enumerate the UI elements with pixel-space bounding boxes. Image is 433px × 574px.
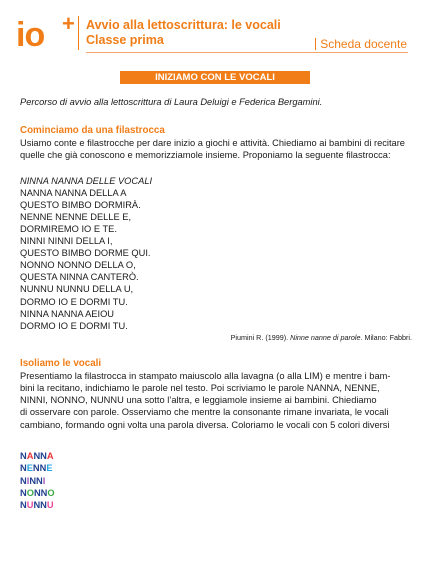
word-vowel: A: [46, 450, 54, 461]
word-consonant: NN: [33, 500, 47, 511]
header-divider: [78, 16, 79, 50]
intro-text: Percorso di avvio alla lettoscrittura di Laura Deluigi e Federica Bergamini.: [20, 97, 323, 107]
header-rule: [86, 52, 408, 53]
section-banner: INIZIAMO CON LE VOCALI: [120, 71, 310, 84]
citation-title: Ninne nanne di parole: [290, 332, 361, 342]
section-2-line: bini la recitano, indichiamo le parole nel testo. Poi scriviamo le parole NANNA, NENNE,: [20, 383, 380, 394]
section-2-line: NINNI, NONNO, NUNNU una sotto l’altra, e leggiamole insieme ai bambini. Chiediamo: [20, 395, 377, 406]
word-vowel: O: [47, 488, 55, 499]
poem-line: NONNO NONNO DELLA O,: [20, 260, 136, 271]
section-2-line: cambiano, formando ogni volta una parola diversa. Coloriamo le vocali con 5 colori diversi: [20, 419, 390, 430]
word-vowel: U: [46, 500, 54, 511]
word-consonant: N: [20, 450, 27, 461]
logo-plus-icon: +: [62, 11, 75, 36]
vowel-word-list: [20, 450, 412, 512]
word-vowel: O: [26, 488, 34, 499]
section-title-vocali: Isoliamo le vocali: [20, 357, 102, 369]
page-header: [0, 0, 433, 64]
vowel-word: [20, 499, 412, 511]
poem-line: NINNI NINNI DELLA I,: [20, 236, 113, 247]
word-consonant: N: [20, 475, 27, 486]
document-title: [86, 18, 281, 48]
word-vowel: I: [42, 475, 46, 486]
word-consonant: N: [20, 500, 27, 511]
word-vowel: U: [26, 500, 34, 511]
word-vowel: I: [26, 475, 30, 486]
poem: [20, 175, 412, 332]
poem-line: DORMO IO E DORMI TU.: [20, 320, 128, 331]
section-1-line: Usiamo conte e filastrocche per dare inizio a giochi e attività. Chiediamo ai bambini di recitare: [20, 138, 405, 149]
poem-line: DORMO IO E DORMI TU.: [20, 296, 128, 307]
document-type-text: Scheda docente: [320, 37, 407, 51]
word-consonant: NN: [33, 488, 48, 499]
vowel-word: [20, 462, 412, 474]
word-consonant: N: [20, 463, 27, 474]
label-divider: [315, 38, 316, 50]
citation-publisher: . Milano: Fabbri.: [360, 332, 412, 342]
document-type-label: [315, 37, 407, 51]
poem-title: NINNA NANNA DELLE VOCALI: [20, 175, 153, 186]
word-vowel: E: [26, 463, 33, 474]
vowel-word: [20, 487, 412, 499]
title-line-1: Avvio alla lettoscrittura: le vocali: [86, 18, 281, 32]
poem-line: DORMIREMO IO E TE.: [20, 223, 117, 234]
citation-author: Piumini R. (1999).: [230, 332, 291, 342]
io-plus-logo: [16, 11, 78, 54]
section-1-text: [20, 137, 412, 161]
poem-citation: [20, 333, 412, 343]
vowel-word: [20, 475, 412, 487]
section-2-line: Presentiamo la filastrocca in stampato maiuscolo alla lavagna (o alla LIM) e mentre i bam-: [20, 370, 391, 381]
word-consonant: NN: [32, 463, 47, 474]
vowel-word: [20, 450, 412, 462]
poem-line: NINNA NANNA AEIOU: [20, 308, 115, 319]
word-vowel: A: [26, 450, 34, 461]
page-content: [20, 96, 412, 512]
section-1-line: quelle che già conoscono e memorizziamole insieme. Proponiamo la seguente filastrocca:: [20, 150, 391, 161]
logo-text: io: [16, 16, 45, 54]
poem-line: NANNA NANNA DELLA A: [20, 187, 127, 198]
section-title-filastrocca: Cominciamo da una filastrocca: [20, 125, 165, 137]
word-consonant: N: [20, 488, 27, 499]
poem-line: NUNNU NUNNU DELLA U,: [20, 284, 134, 295]
poem-line: QUESTO BIMBO DORMIRÀ.: [20, 199, 141, 210]
word-vowel: E: [46, 463, 53, 474]
section-2-text: [20, 370, 412, 431]
word-consonant: NN: [33, 450, 47, 461]
poem-line: QUESTO BIMBO DORME QUI.: [20, 248, 151, 259]
section-2-line: di osservare con parole. Osserviamo che mentre la consonante rimane invariata, le vocali: [20, 407, 389, 418]
poem-line: QUESTA NINNA CANTERÒ.: [20, 272, 139, 283]
word-consonant: NN: [29, 475, 43, 486]
title-line-2: Classe prima: [86, 33, 164, 47]
poem-line: NENNE NENNE DELLE E,: [20, 211, 132, 222]
